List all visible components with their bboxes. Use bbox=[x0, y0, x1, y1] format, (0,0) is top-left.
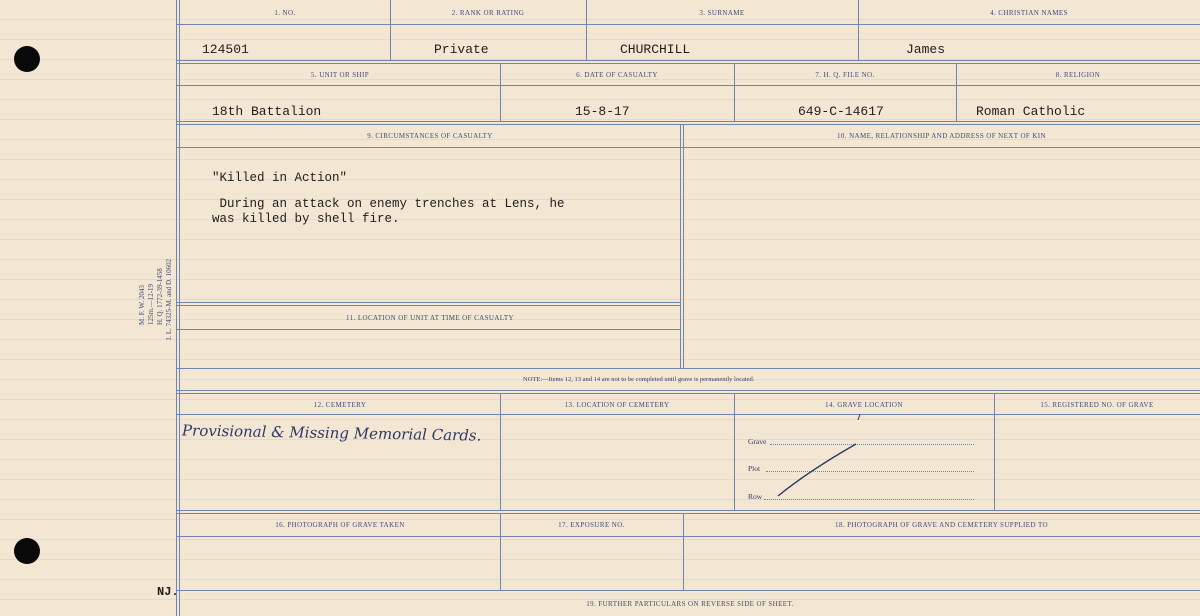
field-label-christian-names: 4. CHRISTIAN NAMES bbox=[990, 9, 1068, 17]
field-label-exposure-no: 17. EXPOSURE NO. bbox=[558, 521, 625, 529]
hq-file-value: 649-C-14617 bbox=[798, 104, 884, 119]
note-text: NOTE:—Items 12, 13 and 14 are not to be completed until grave is permanently located. bbox=[523, 376, 755, 383]
field-label-photograph-supplied: 18. PHOTOGRAPH OF GRAVE AND CEMETERY SUPPLIED TO bbox=[835, 521, 1048, 529]
grave-label: Grave bbox=[748, 437, 767, 446]
field-label-location-of-cemetery: 13. LOCATION OF CEMETERY bbox=[564, 401, 670, 409]
rank-value: Private bbox=[434, 42, 489, 57]
circumstances-line-1: "Killed in Action" bbox=[212, 171, 348, 185]
row-label: Row bbox=[748, 492, 763, 501]
field-label-photograph-taken: 16. PHOTOGRAPH OF GRAVE TAKEN bbox=[275, 521, 405, 529]
field-label-religion: 8. RELIGION bbox=[1055, 71, 1101, 79]
unit-value: 18th Battalion bbox=[212, 104, 322, 119]
field-label-circumstances: 9. CIRCUMSTANCES OF CASUALTY bbox=[367, 132, 493, 140]
rule bbox=[176, 590, 1200, 591]
field-label-registered-no: 15. REGISTERED NO. OF GRAVE bbox=[1040, 401, 1154, 409]
field-label-no: 1. NO. bbox=[274, 9, 296, 17]
field-label-hq-file: 7. H. Q. FILE NO. bbox=[815, 71, 875, 79]
field-label-rank: 2. RANK OR RATING bbox=[451, 9, 525, 17]
rule bbox=[176, 536, 1200, 537]
side-print-3: H. Q. 1772-39-1458 bbox=[156, 268, 164, 325]
plot-label: Plot bbox=[748, 464, 761, 473]
service-number: 124501 bbox=[202, 42, 249, 57]
field-label-unit: 5. UNIT OR SHIP bbox=[311, 71, 369, 79]
circumstances-line-3: was killed by shell fire. bbox=[212, 212, 400, 226]
field-label-next-of-kin: 10. NAME, RELATIONSHIP AND ADDRESS OF NEXT OF KIN bbox=[836, 132, 1046, 140]
field-label-cemetery: 12. CEMETERY bbox=[313, 401, 367, 409]
date-value: 15-8-17 bbox=[575, 104, 630, 119]
christian-names-value: James bbox=[906, 42, 946, 57]
cemetery-handwritten: Provisional & Missing Memorial Cards. bbox=[181, 421, 482, 445]
side-print-1: M. F. W. 2043 bbox=[138, 285, 146, 325]
nj-mark: NJ. bbox=[157, 585, 179, 599]
surname-value: CHURCHILL bbox=[620, 42, 691, 57]
side-print-2: 125m.—12-19 bbox=[147, 283, 155, 325]
field-label-further-particulars: 19. FURTHER PARTICULARS ON REVERSE SIDE OF SHEET. bbox=[586, 600, 794, 608]
field-label-surname: 3. SURNAME bbox=[699, 9, 745, 17]
field-label-location-of-unit: 11. LOCATION OF UNIT AT TIME OF CASUALTY bbox=[346, 314, 514, 322]
field-label-grave-location: 14. GRAVE LOCATION bbox=[825, 401, 903, 409]
religion-value: Roman Catholic bbox=[976, 104, 1086, 119]
field-label-date: 6. DATE OF CASUALTY bbox=[576, 71, 658, 79]
side-print-4: I. L. 74325-M. and D. 10602 bbox=[165, 258, 173, 340]
circumstances-line-2: During an attack on enemy trenches at Lens, he bbox=[212, 197, 565, 211]
